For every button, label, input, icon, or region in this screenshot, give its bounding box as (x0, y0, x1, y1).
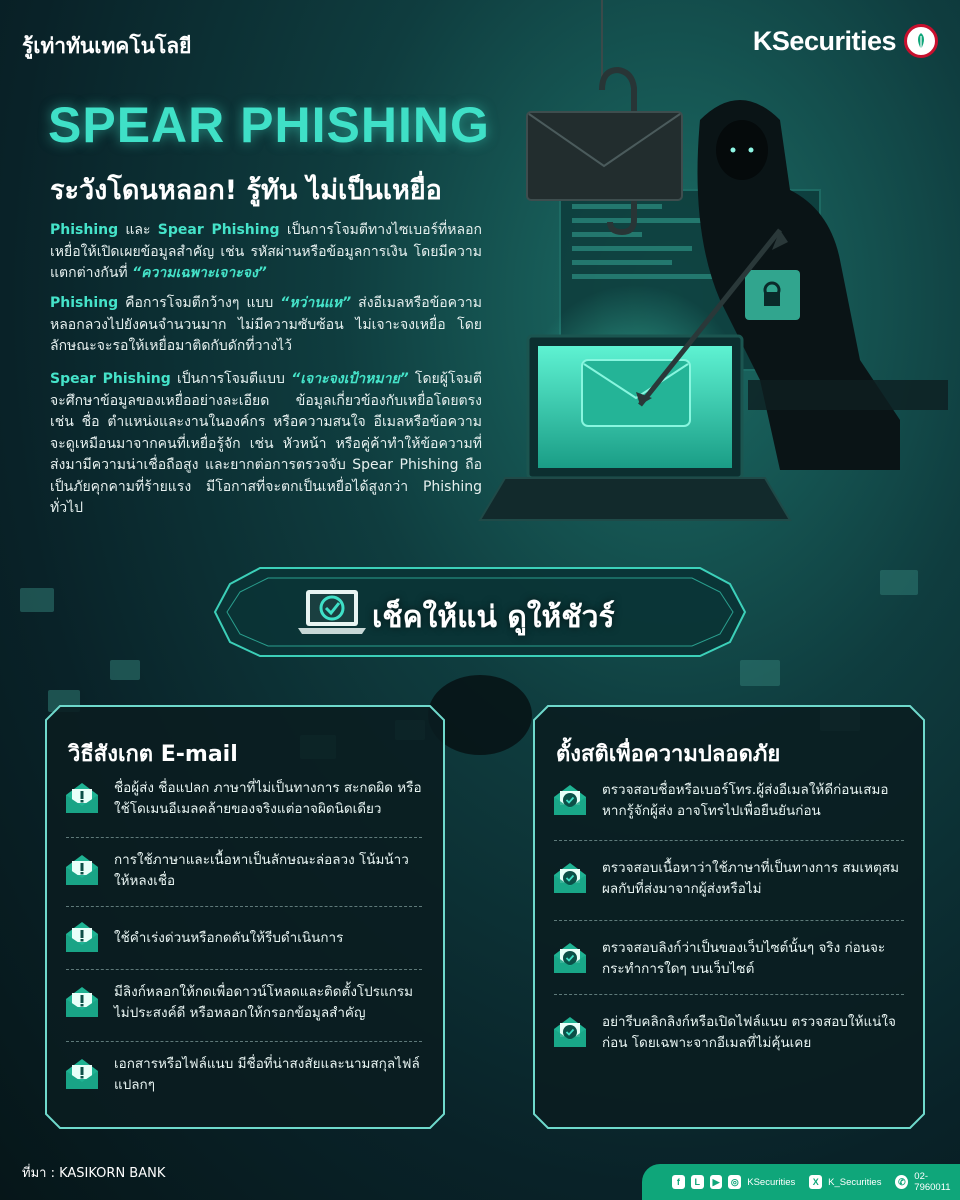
safety-tip-item: ตรวจสอบเนื้อหาว่าใช้ภาษาที่เป็นทางการ สมเหตุสมผลกับที่ส่งมาจากผู้ส่งหรือไม่ (550, 858, 910, 900)
email-signs-title: วิธีสังเกต E-mail (68, 742, 238, 767)
email-sign-item: มีลิงก์หลอกให้กดเพื่อดาวน์โหลดและติดตั้งโปรแกรมไม่ประสงค์ดี หรือหลอกให้กรอกข้อมูลสำคัญ (62, 982, 422, 1024)
x-icon[interactable]: X (809, 1175, 822, 1189)
divider (554, 994, 904, 995)
intro-paragraph-1: Phishing และ Spear Phishing เป็นการโจมตีทางไซเบอร์ที่หลอกเหยื่อให้เปิดเผยข้อมูลสำคัญ เช่น รหัสผ่านหรือข้อมูลการเงิน โดยมีความแตกต่างกันที่ “ความเฉพาะเจาะจง” (50, 222, 482, 281)
safety-tip-item: อย่ารีบคลิกลิงก์หรือเปิดไฟล์แนบ ตรวจสอบให้แน่ใจก่อน โดยเฉพาะจากอีเมลที่ไม่คุ้นเคย (550, 1012, 910, 1054)
warning-email-icon (62, 918, 102, 958)
warning-email-icon (62, 779, 102, 819)
intro-paragraph-2: Phishing คือการโจมตีกว้างๆ แบบ “หว่านแห” ส่งอีเมลหรือข้อความหลอกลวงไปยังคนจำนวนมาก ไม่มีความซับซ้อน ไม่เจาะจงเหยื่อ โดยลักษณะจะรอให้เหยื่อมาติดกับดักที่วางไว้ (50, 295, 482, 354)
category-tag: รู้เท่าทันเทคโนโลยี (22, 34, 192, 58)
safety-tips-title: ตั้งสติเพื่อความปลอดภัย (556, 742, 781, 767)
safety-tip-item: ตรวจสอบชื่อหรือเบอร์โทร.ผู้ส่งอีเมลให้ดีก่อนเสมอ หากรู้จักผู้ส่ง อาจโทรไปเพื่อยืนยันก่อน (550, 780, 910, 822)
check-email-icon (550, 781, 590, 821)
divider (554, 920, 904, 921)
facebook-icon[interactable]: f (672, 1175, 685, 1189)
instagram-icon[interactable]: ◎ (728, 1175, 741, 1189)
email-sign-item: การใช้ภาษาและเนื้อหาเป็นลักษณะล่อลวง โน้มน้าวให้หลงเชื่อ (62, 850, 422, 892)
phone-icon: ✆ (895, 1175, 908, 1189)
youtube-icon[interactable]: ▶ (710, 1175, 723, 1189)
line-icon[interactable]: L (691, 1175, 704, 1189)
divider (554, 840, 904, 841)
email-sign-item: ชื่อผู้ส่ง ชื่อแปลก ภาษาที่ไม่เป็นทางการ สะกดผิด หรือใช้โดเมนอีเมลคล้ายของจริงแต่อาจผิดนิดเดียว (62, 778, 422, 820)
divider (66, 1041, 422, 1042)
email-sign-item: เอกสารหรือไฟล์แนบ มีชื่อที่น่าสงสัยและนามสกุลไฟล์แปลกๆ (62, 1054, 422, 1096)
source-credit: ที่มา : KASIKORN BANK (22, 1166, 166, 1181)
email-signs-panel (46, 706, 444, 1128)
divider (66, 969, 422, 970)
warning-email-icon (62, 851, 102, 891)
intro-paragraph-3: Spear Phishing เป็นการโจมตีแบบ “เจาะจงเป้าหมาย” โดยผู้โจมตีจะศึกษาข้อมูลของเหยื่ออย่างละเอียด ข้อมูลเกี่ยวข้องกับเหยื่อโดยตรง เช่น ชื่อ ตำแหน่งและงานในองค์กร หรือความสนใจ อีเมลหรือข้อความจะดูเหมือนมาจากคนที่เหยื่อรู้จัก เช่น หัวหน้า หรือคู่ค้าทำให้ข้อความที่ส่งมามีความน่าเชื่อถือสูง และยากต่อการตรวจจับ Spear Phishing ถือเป็นภัยคุกคามที่ร้ายแรง มีโอกาสที่จะตกเป็นเหยื่อได้สูงกว่า Phishing ทั่วไป (50, 371, 482, 516)
divider (66, 837, 422, 838)
social-footer (642, 1164, 960, 1200)
page-title: SPEAR PHISHING (48, 97, 490, 153)
phone-number[interactable]: 02-7960011 (914, 1171, 951, 1193)
kbank-leaf-icon (904, 24, 938, 58)
safety-tips-panel (534, 706, 924, 1128)
brand-logo-group (753, 24, 938, 58)
brand-name: KSecurities (752, 25, 896, 56)
divider (66, 906, 422, 907)
warning-email-icon (62, 1055, 102, 1095)
warning-email-icon (62, 983, 102, 1023)
check-email-icon (550, 859, 590, 899)
email-sign-item: ใช้คำเร่งด่วนหรือกดดันให้รีบดำเนินการ (62, 918, 422, 958)
page-subtitle: ระวังโดนหลอก! รู้ทัน ไม่เป็นเหยื่อ (50, 175, 442, 206)
check-banner-text: เช็คให้แน่ ดูให้ชัวร์ (372, 600, 615, 635)
x-handle[interactable]: K_Securities (828, 1176, 882, 1188)
social-name[interactable]: KSecurities (747, 1176, 796, 1188)
safety-tip-item: ตรวจสอบลิงก์ว่าเป็นของเว็บไซต์นั้นๆ จริง ก่อนจะกระทำการใดๆ บนเว็บไซต์ (550, 938, 910, 980)
check-email-icon (550, 1013, 590, 1053)
check-email-icon (550, 939, 590, 979)
